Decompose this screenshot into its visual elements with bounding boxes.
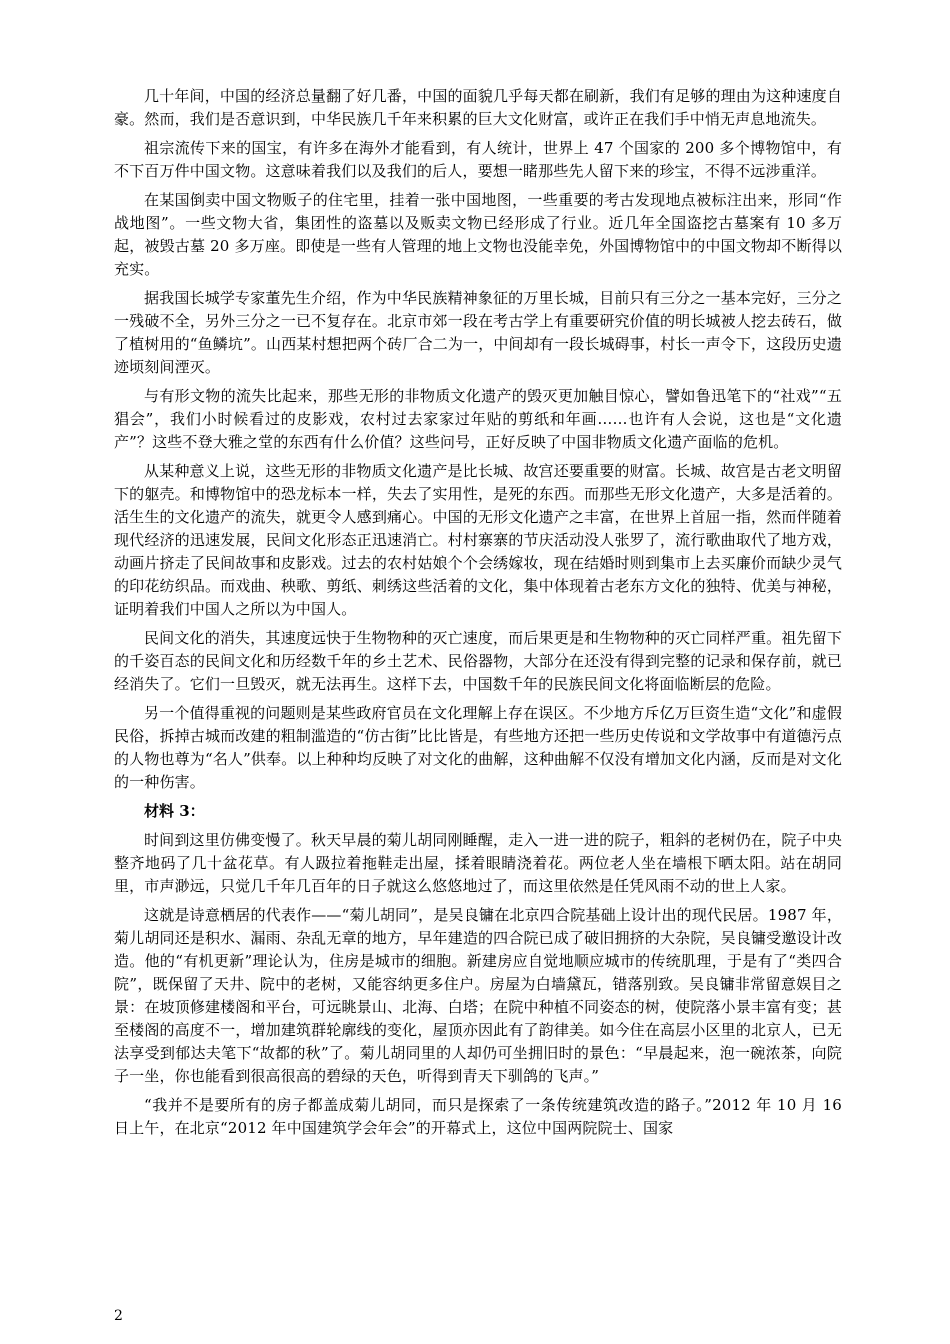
part2-paragraphs [114, 829, 842, 1140]
paragraph: “我并不是要所有的房子都盖成菊儿胡同，而只是探索了一条传统建筑改造的路子。”2012 年 10 月 16 日上午，在北京“2012 年中国建筑学会年会”的开幕式上，这位中国两院院士、国家 [114, 1096, 842, 1137]
paragraph: 祖宗流传下来的国宝，有许多在海外才能看到，有人统计，世界上 47 个国家的 200 多个博物馆中，有不下百万件中国文物。这意味着我们以及我们的后人，要想一睹那些先人留下来的珍宝，不得不远涉重洋。 [114, 139, 842, 180]
paragraph: 几十年间，中国的经济总量翻了好几番，中国的面貌几乎每天都在刷新，我们有足够的理由为这种速度自豪。然而，我们是否意识到，中华民族几千年来积累的巨大文化财富，或许正在我们手中悄无声息地流失。 [114, 87, 842, 128]
part1-paragraphs [114, 85, 842, 794]
paragraph: 在某国倒卖中国文物贩子的住宅里，挂着一张中国地图，一些重要的考古发现地点被标注出来，形同“作战地图”。一些文物大省，集团性的盗墓以及贩卖文物已经形成了行业。近几年全国盗挖古墓案有 10 多万起，被毁古墓 20 多万座。即使是一些有人管理的地上文物也没能幸免，外国博物馆中的中国文物却不断得以充实。 [114, 191, 842, 278]
paragraph: 这就是诗意栖居的代表作——“菊儿胡同”，是吴良镛在北京四合院基础上设计出的现代民居。1987 年，菊儿胡同还是积水、漏雨、杂乱无章的地方，早年建造的四合院已成了破旧拥挤的大杂院，吴良镛受邀设计改造。他的“有机更新”理论认为，住房是城市的细胞。新建房应自觉地顺应城市的传统肌理，于是有了“类四合院”，既保留了天井、院中的老树，又能容纳更多住户。房屋为白墙黛瓦，错落别致。吴良镛非常留意娱目之景：在坡顶修建楼阁和平台，可远眺景山、北海、白塔；在院中种植不同姿态的树，使院落小景丰富有变；甚至楼阁的高度不一，增加建筑群轮廓线的变化，屋顶亦因此有了韵律美。如今住在高层小区里的北京人，已无法享受到郁达夫笔下“故都的秋”了。菊儿胡同里的人却仍可坐拥旧时的景色：“早晨起来，泡一碗浓茶，向院子一坐，你也能看到很高很高的碧绿的天色，听得到青天下驯鸽的飞声。” [114, 906, 842, 1085]
paragraph: 另一个值得重视的问题则是某些政府官员在文化理解上存在误区。不少地方斥亿万巨资生造“文化”和虚假民俗，拆掉古城而改建的粗制滥造的“仿古街”比比皆是，有些地方还把一些历史传说和文学故事中有道德污点的人物也尊为“名人”供奉。以上种种均反映了对文化的曲解，这种曲解不仅没有增加文化内涵，反而是对文化的一种伤害。 [114, 704, 842, 791]
paragraph: 从某种意义上说，这些无形的非物质文化遗产是比长城、故宫还要重要的财富。长城、故宫是古老文明留下的躯壳。和博物馆中的恐龙标本一样，失去了实用性，是死的东西。而那些无形文化遗产，大多是活着的。活生生的文化遗产的流失，就更令人感到痛心。中国的无形文化遗产之丰富，在世界上首屈一指，然而伴随着现代经济的迅速发展，民间文化形态正迅速消亡。村村寨寨的节庆活动没人张罗了，流行歌曲取代了地方戏，动画片挤走了民间故事和皮影戏。过去的农村姑娘个个会绣嫁妆，现在结婚时则到集市上去买廉价而缺少灵气的印花纺织品。而戏曲、秧歌、剪纸、刺绣这些活着的文化，集中体现着古老东方文化的独特、优美与神秘，证明着我们中国人之所以为中国人。 [114, 462, 842, 618]
paragraph: 时间到这里仿佛变慢了。秋天早晨的菊儿胡同刚睡醒，走入一进一进的院子，粗斜的老树仍在，院子中央整齐地码了几十盆花草。有人趿拉着拖鞋走出屋，揉着眼睛浇着花。两位老人坐在墙根下晒太阳。站在胡同里，市声渺远，只觉几千年几百年的日子就这么悠悠地过了，而这里依然是任凭风雨不动的世上人家。 [114, 831, 842, 895]
paragraph: 与有形文物的流失比起来，那些无形的非物质文化遗产的毁灭更加触目惊心，譬如鲁迅笔下的“社戏”“五猖会”，我们小时候看过的皮影戏，农村过去家家过年贴的剪纸和年画……也许有人会说，这也是“文化遗产”？这些不登大雅之堂的东西有什么价值？这些问号，正好反映了中国非物质文化遗产面临的危机。 [114, 387, 842, 451]
material3-heading: 材料 3： [144, 802, 205, 820]
paragraph: 民间文化的消失，其速度远快于生物物种的灭亡速度，而后果更是和生物物种的灭亡同样严重。祖先留下的千姿百态的民间文化和历经数千年的乡土艺术、民俗器物，大部分在还没有得到完整的记录和保存前，就已经消失了。它们一旦毁灭，就无法再生。这样下去，中国数千年的民族民间文化将面临断层的危险。 [114, 629, 842, 693]
paragraph: 据我国长城学专家董先生介绍，作为中华民族精神象征的万里长城，目前只有三分之一基本完好，三分之一残破不全，另外三分之一已不复存在。北京市郊一段在考古学上有重要研究价值的明长城被人挖去砖石，做了植树用的“鱼鳞坑”。山西某村想把两个砖厂合二为一，中间却有一段长城碍事，村长一声令下，这段历史遗迹顷刻间湮灭。 [114, 289, 842, 376]
document-body [114, 85, 842, 1146]
page-number: 2 [114, 1308, 123, 1324]
